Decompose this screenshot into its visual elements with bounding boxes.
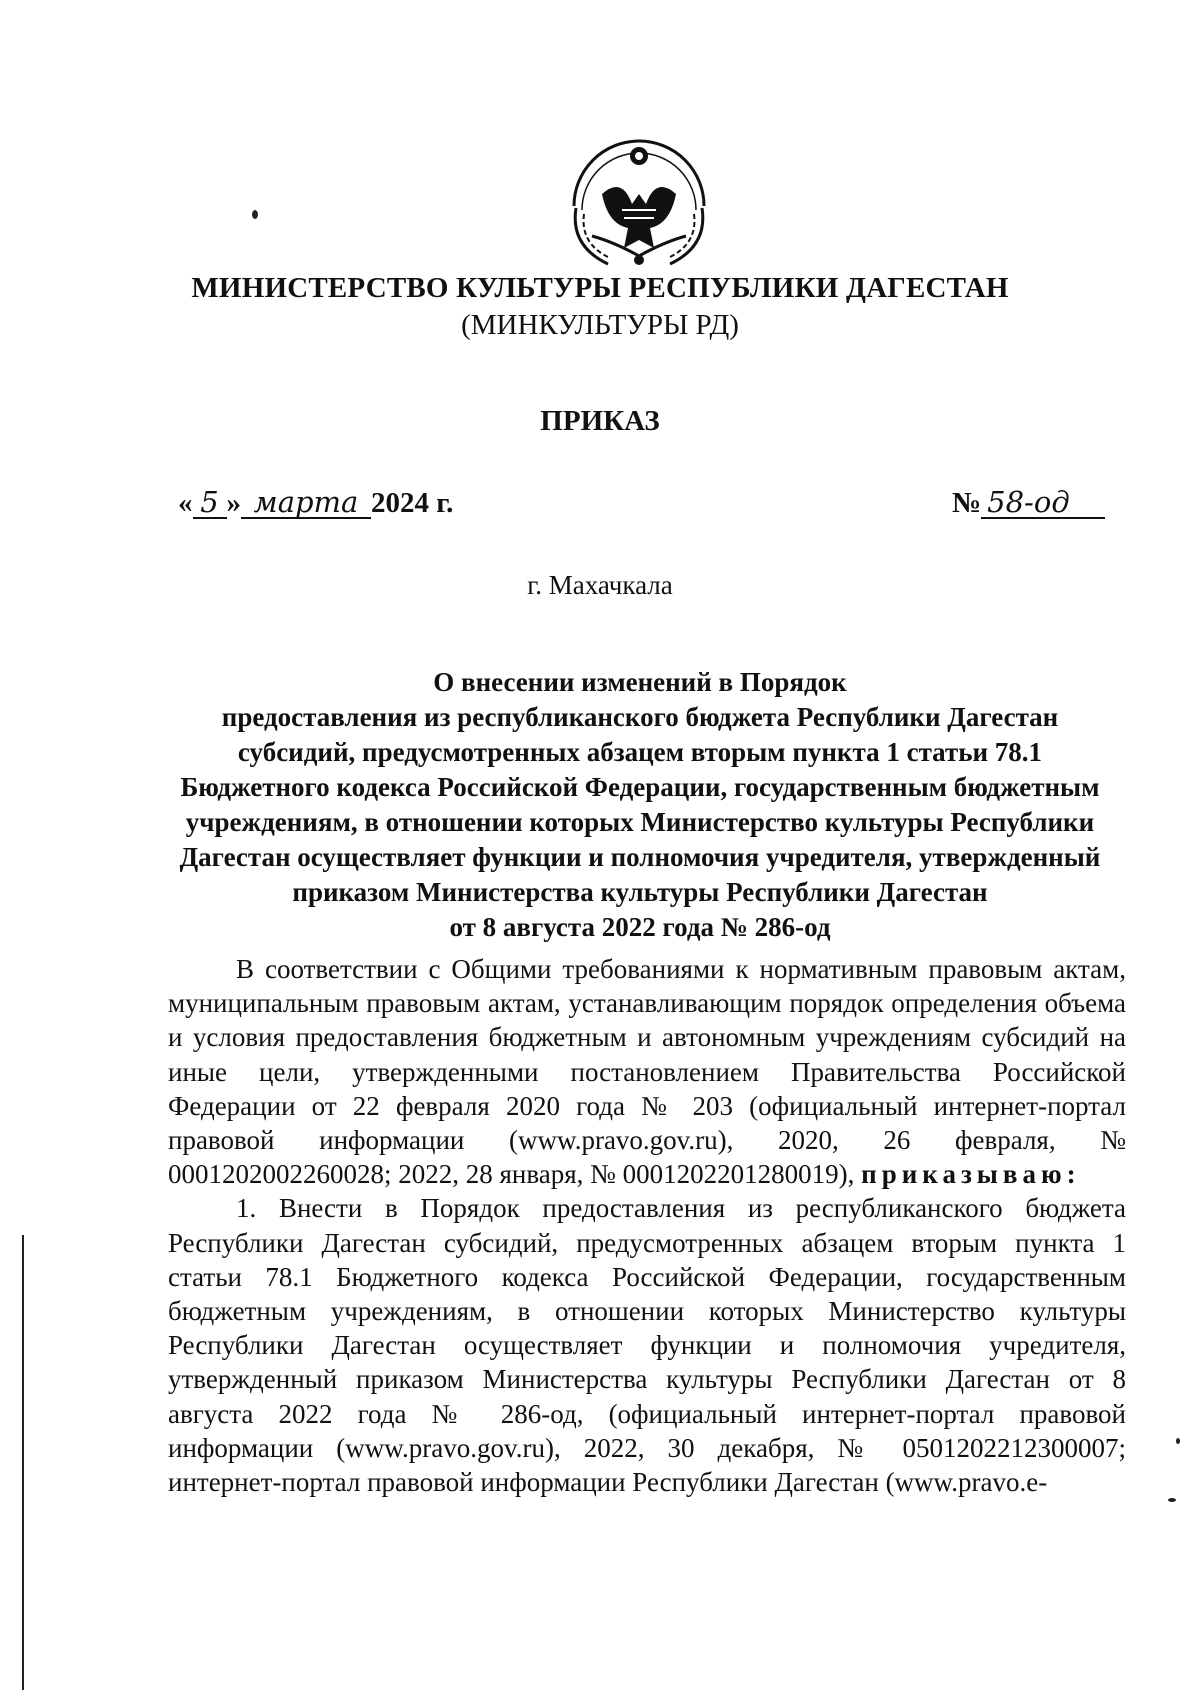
ministry-abbreviation: (МИНКУЛЬТУРЫ РД) — [461, 309, 739, 341]
coat-of-arms-emblem — [562, 136, 716, 272]
date-day-handwritten: 5 — [193, 487, 227, 519]
order-subject — [160, 665, 1120, 945]
ministry-title: МИНИСТЕРСТВО КУЛЬТУРЫ РЕСПУБЛИКИ ДАГЕСТАН — [191, 272, 1009, 304]
body-paragraph-item-1: 1. Внести в Порядок предоставления из республиканского бюджета Республики Дагестан субсидий, предусмотренных абзацем вторым пункта 1 статьи 78.1 Бюджетного кодекса Российской Федерации, государственным бюджетным учреждениям, в отношении которых Министерство культуры Республики Дагестан осуществляет функции и полномочия учредителя, утвержденный приказом Министерства культуры Республики Дагестан от 8 августа 2022 года № 286-од, (официальный интернет-портал правовой информации (www.pravo.gov.ru), 2022, 30 декабря, № 0501202212300007; интернет-портал правовой информации Республики Дагестан (www.pravo.e- — [168, 1193, 1126, 1498]
subject-line: субсидий, предусмотренных абзацем вторым пункта 1 статьи 78.1 — [237, 737, 1043, 767]
scan-edge-line — [22, 1235, 24, 1690]
order-date — [178, 487, 453, 520]
scan-speck — [252, 210, 258, 219]
scan-speck — [1168, 1498, 1176, 1502]
city-line: г. Махачкала — [527, 570, 673, 600]
order-number — [952, 487, 1105, 520]
subject-line: приказом Министерства культуры Республики Дагестан — [292, 877, 988, 907]
date-year: 2024 г. — [371, 487, 454, 519]
number-value-handwritten: 58-од — [981, 487, 1105, 519]
date-open-quote: « — [178, 487, 193, 519]
order-word: приказываю: — [861, 1159, 1081, 1190]
number-label: № — [952, 487, 982, 519]
subject-line: О внесении изменений в Порядок — [433, 667, 847, 697]
date-month-handwritten: марта — [241, 487, 371, 519]
subject-line: учреждениям, в отношении которых Министерство культуры Республики — [185, 807, 1095, 837]
document-type: ПРИКАЗ — [540, 405, 660, 437]
subject-line: от 8 августа 2022 года № 286-од — [449, 912, 831, 942]
subject-line: Дагестан осуществляет функции и полномочия учредителя, утвержденный — [179, 842, 1101, 872]
order-body — [168, 952, 1126, 1499]
subject-line: Бюджетного кодекса Российской Федерации, государственным бюджетным — [180, 772, 1100, 802]
subject-line: предоставления из республиканского бюджета Республики Дагестан — [221, 702, 1059, 732]
body-paragraph-preamble — [168, 952, 1126, 1191]
preamble-text: В соответствии с Общими требованиями к нормативным правовым актам, муниципальным правовым актам, устанавливающим порядок определения объема и условия предоставления бюджетным и автономным учреждениям субсидий на иные цели, утвержденными постановлением Правительства Российской Федерации от 22 февраля 2020 года № 203 (официальный интернет-портал правовой информации (www.pravo.gov.ru), 2020, 26 февраля, № 0001202002260028; 2022, 28 января, № 0001202201280019), — [168, 954, 1126, 1190]
scan-speck — [1176, 1438, 1180, 1444]
date-close-quote: » — [226, 487, 241, 519]
